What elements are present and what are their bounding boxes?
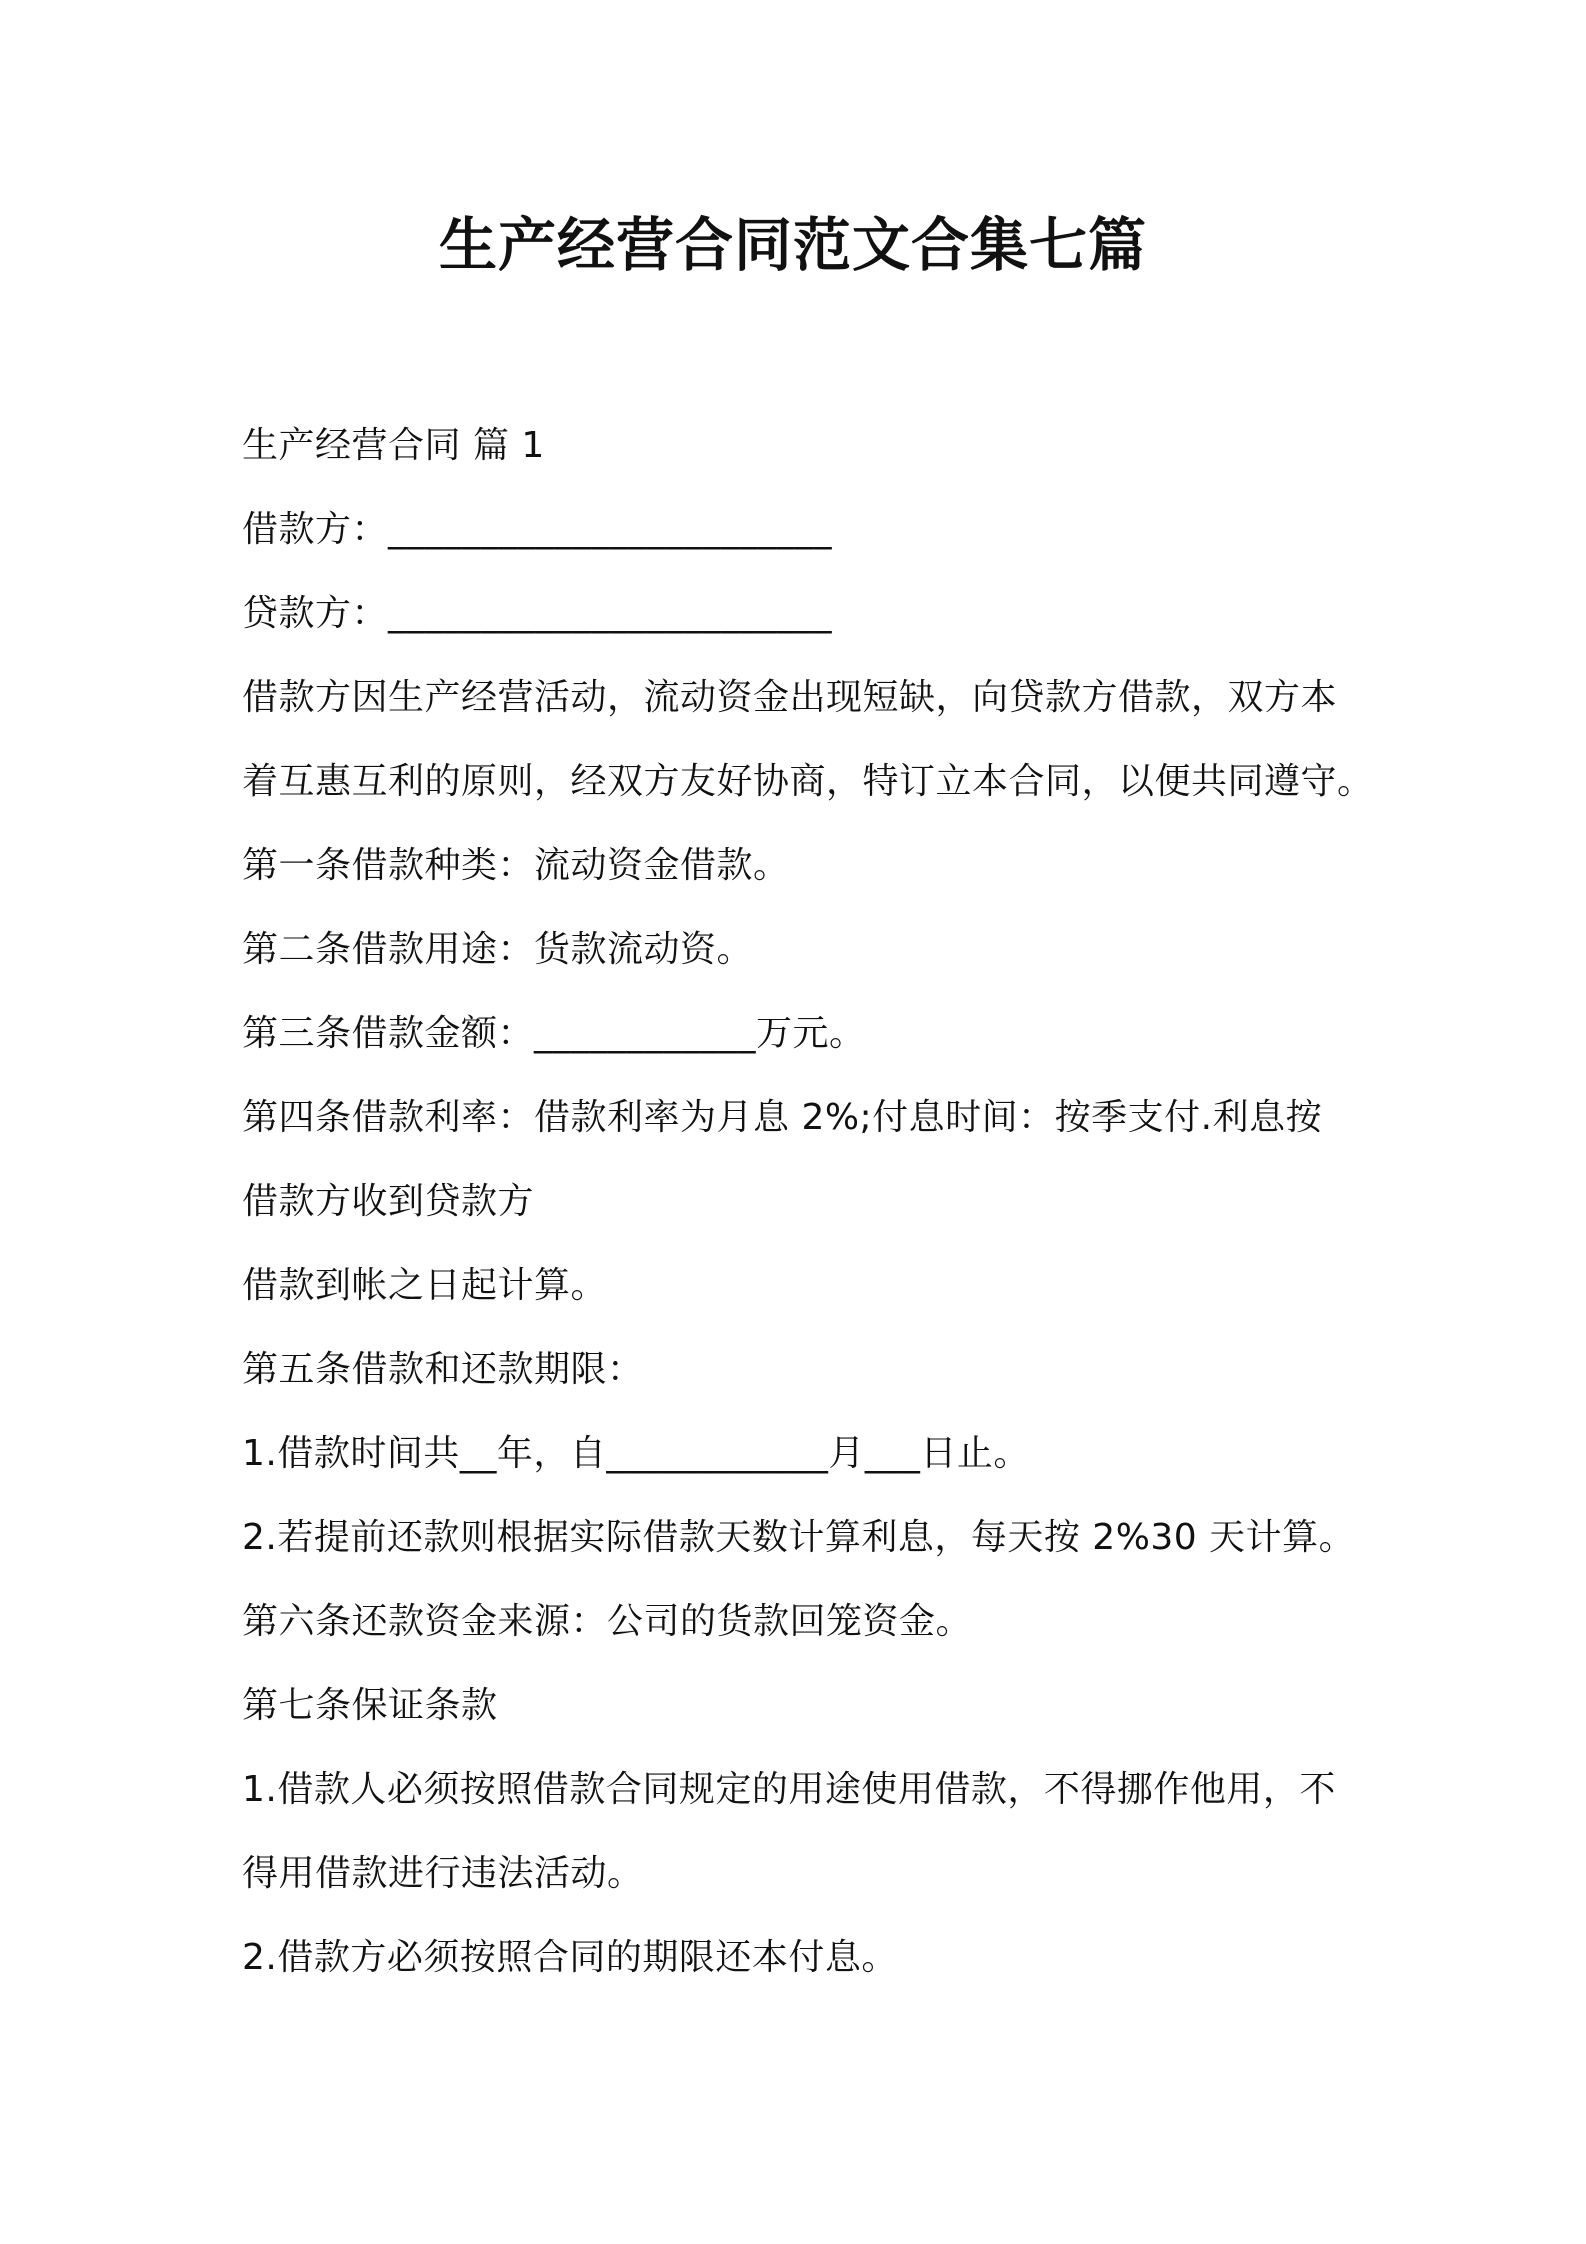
clause-4-continued: 借款到帐之日起计算。: [242, 1265, 608, 1306]
lender-field: 贷款方：________________________: [242, 593, 833, 634]
clause-1: 第一条借款种类：流动资金借款。: [242, 845, 790, 886]
clause-5-item-1: 1.借款时间共__年，自____________月___日止。: [242, 1433, 1030, 1474]
clause-7-item-1-continued: 得用借款进行违法活动。: [242, 1853, 644, 1894]
clause-4-continued: 借款方收到贷款方: [242, 1181, 535, 1222]
clause-7-item-1: 1.借款人必须按照借款合同规定的用途使用借款，不得挪作他用，不: [242, 1769, 1336, 1810]
clause-5-item-2: 2.若提前还款则根据实际借款天数计算利息，每天按 2%30 天计算。: [242, 1517, 1356, 1558]
document-body: [242, 404, 1374, 2000]
clause-4: 第四条借款利率：借款利率为月息 2%;付息时间：按季支付.利息按: [242, 1097, 1323, 1138]
clause-5: 第五条借款和还款期限：: [242, 1349, 644, 1390]
body-text-line: 借款方因生产经营活动，流动资金出现短缺，向贷款方借款，双方本: [242, 677, 1338, 718]
clause-3: 第三条借款金额：____________万元。: [242, 1013, 866, 1054]
borrower-field: 借款方：________________________: [242, 509, 833, 550]
clause-2: 第二条借款用途：货款流动资。: [242, 929, 754, 970]
section-heading: 生产经营合同 篇 1: [242, 425, 545, 466]
clause-6: 第六条还款资金来源：公司的货款回笼资金。: [242, 1601, 973, 1642]
document-title: 生产经营合同范文合集七篇: [438, 211, 1147, 279]
clause-7: 第七条保证条款: [242, 1685, 498, 1726]
body-text-line: 着互惠互利的原则，经双方友好协商，特订立本合同，以便共同遵守。: [242, 761, 1374, 802]
clause-7-item-2: 2.借款方必须按照合同的期限还本付息。: [242, 1937, 898, 1978]
